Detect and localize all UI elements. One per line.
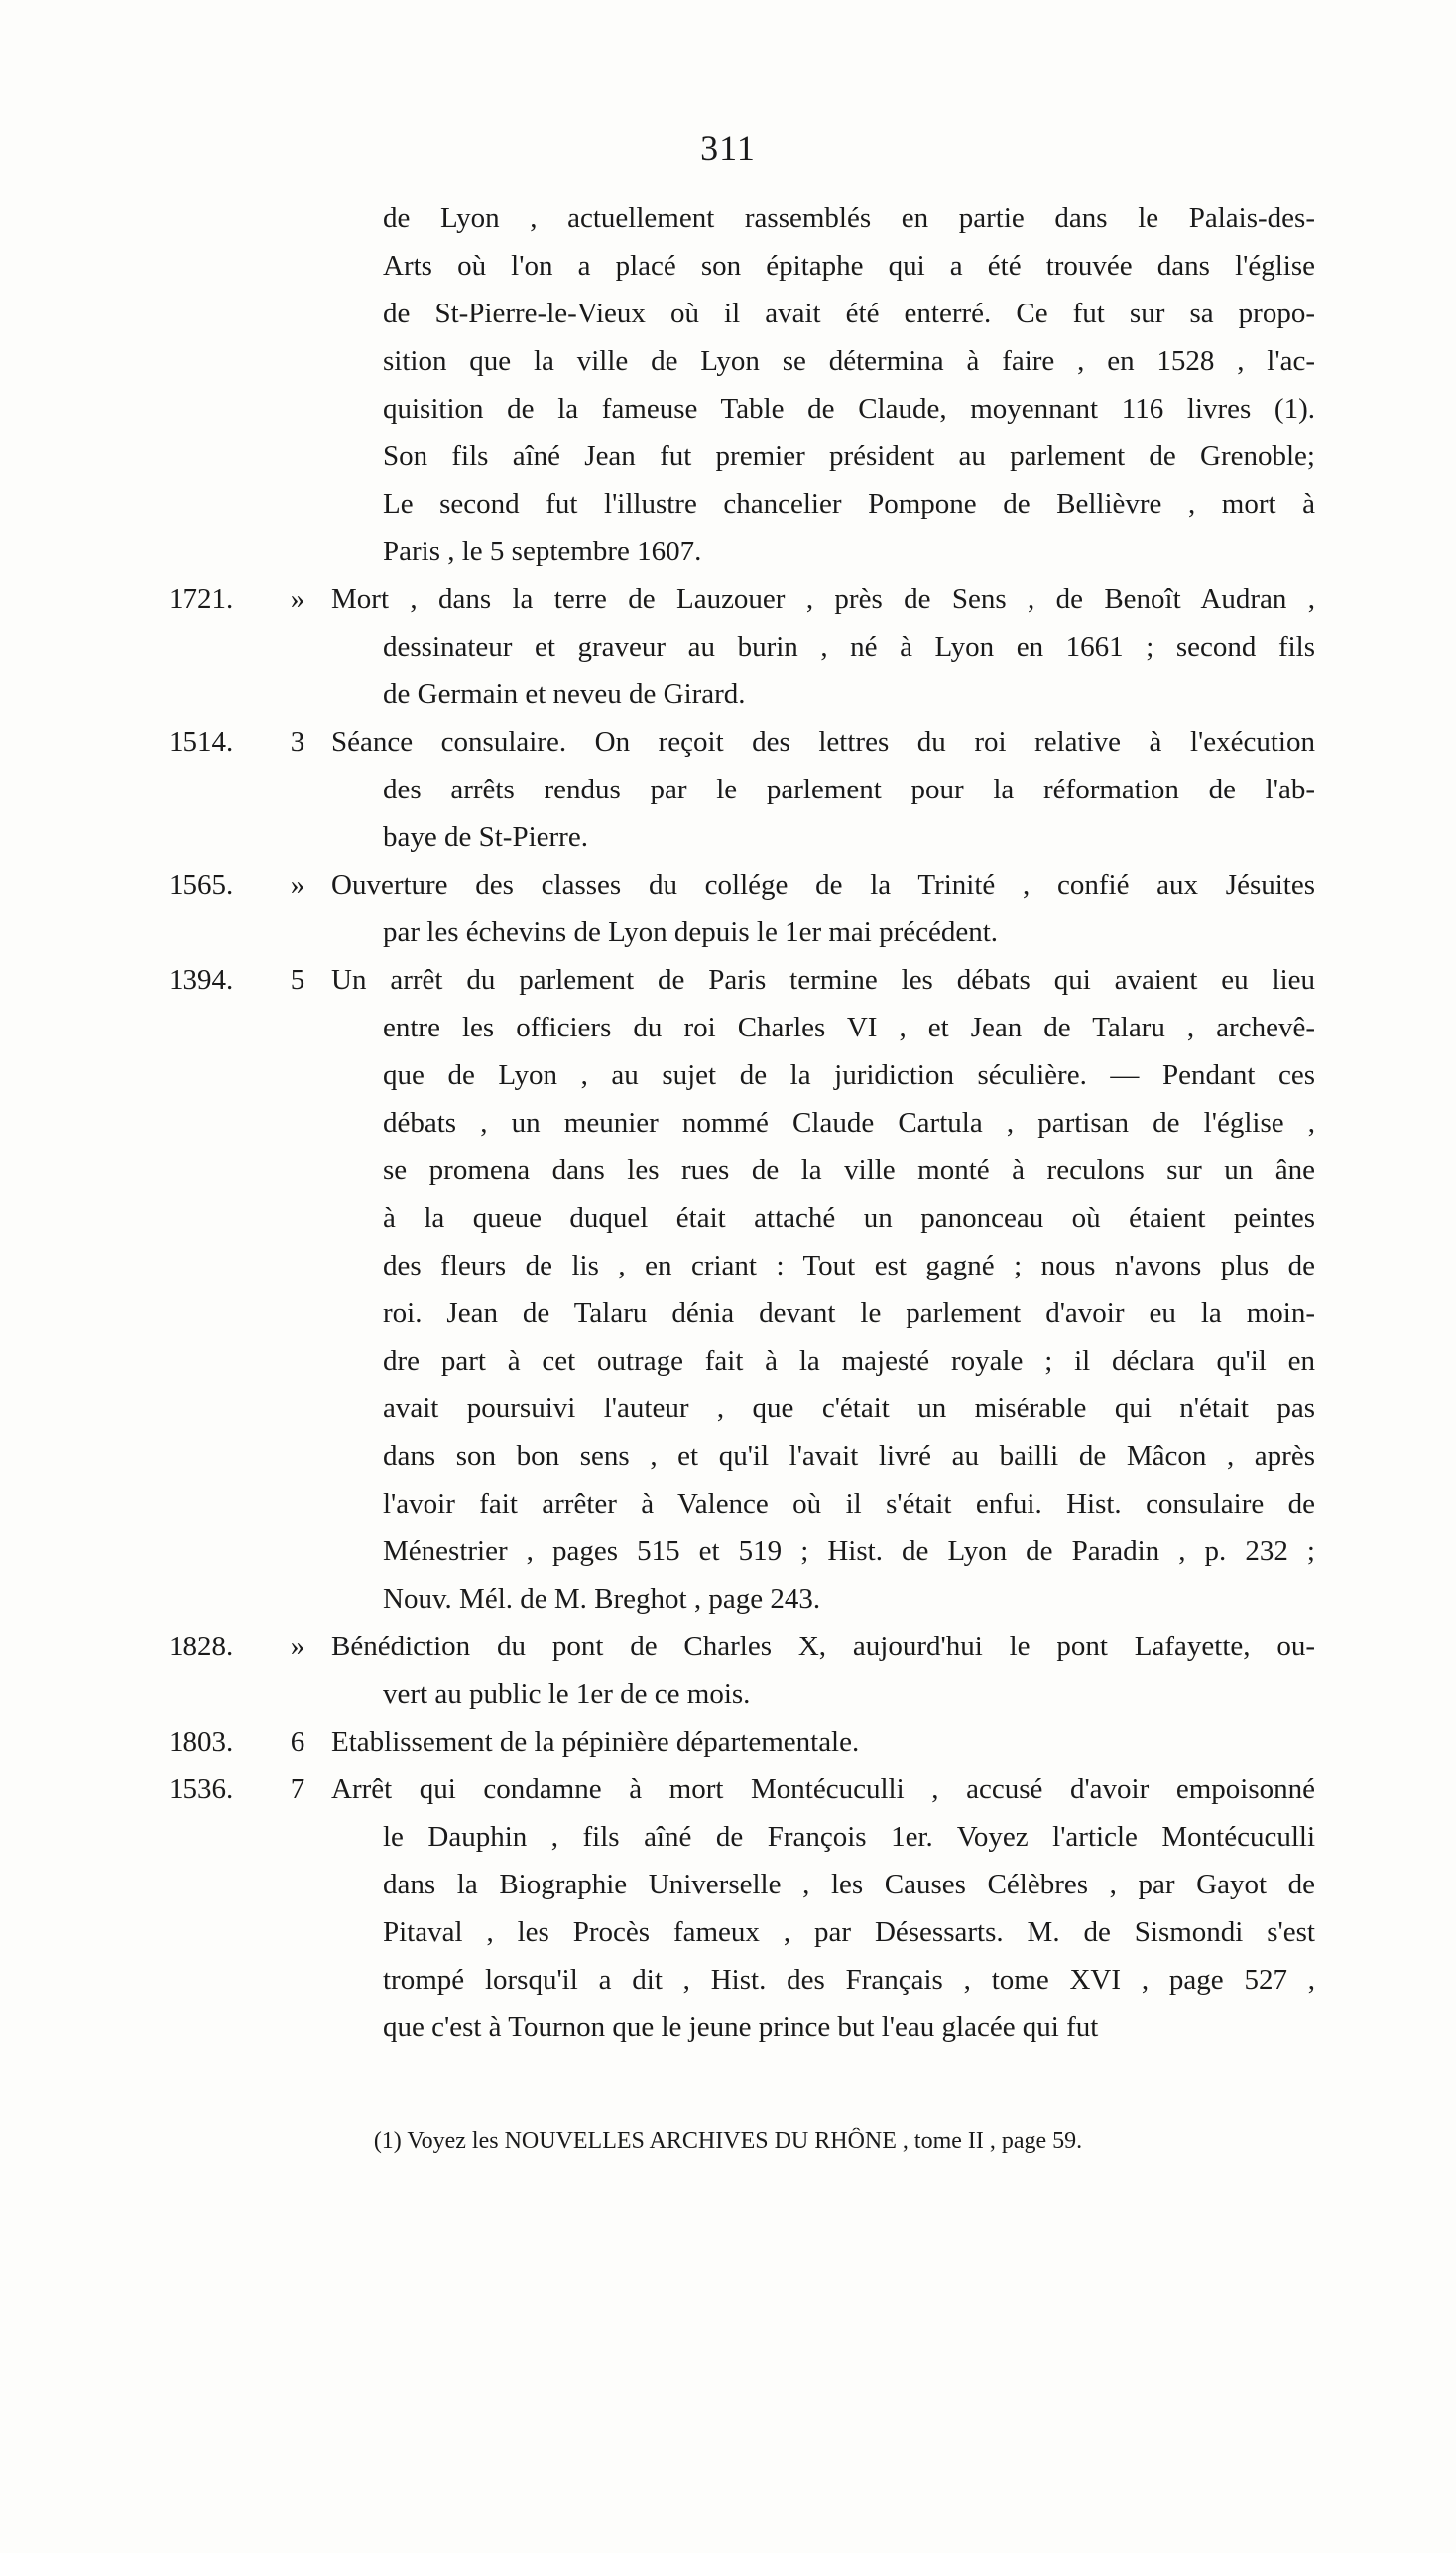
text-line <box>0 337 1456 385</box>
entry-text-line: débats , un meunier nommé Claude Cartula , partisan de l'église , <box>383 1107 1315 1139</box>
text-line <box>0 1385 1456 1432</box>
entry-text-line: dre part à cet outrage fait à la majesté royale ; il déclara qu'il en <box>383 1345 1315 1377</box>
entry-text-line: par les échevins de Lyon depuis le 1er mai précédent. <box>383 916 999 948</box>
entry-text-line: entre les officiers du roi Charles VI , et Jean de Talaru , archevê- <box>383 1012 1315 1043</box>
entry-text-line: Ménestrier , pages 515 et 519 ; Hist. de Lyon de Paradin , p. 232 ; <box>383 1535 1315 1567</box>
page-body <box>0 194 1456 2051</box>
intro-line: Son fils aîné Jean fut premier président au parlement de Grenoble; <box>383 440 1315 472</box>
entry-day: » <box>290 869 305 901</box>
text-line <box>0 1004 1456 1051</box>
text-line <box>0 1861 1456 1908</box>
intro-line: quisition de la fameuse Table de Claude, moyennant 116 livres (1). <box>383 393 1315 425</box>
entry-text-line: Pitaval , les Procès fameux , par Désessarts. M. de Sismondi s'est <box>383 1916 1315 1948</box>
footnote: (1) Voyez les NOUVELLES ARCHIVES DU RHÔNE , tome II , page 59. <box>373 2128 1083 2154</box>
entry-first-line <box>0 1718 1456 1765</box>
entry-text-line: se promena dans les rues de la ville monté à reculons sur un âne <box>383 1155 1315 1186</box>
entry-text-line: Bénédiction du pont de Charles X, aujourd'hui le pont Lafayette, ou- <box>331 1631 1315 1662</box>
text-line <box>0 432 1456 480</box>
text-line <box>0 1670 1456 1718</box>
text-line <box>0 1813 1456 1861</box>
entry-text-line: roi. Jean de Talaru dénia devant le parlement d'avoir eu la moin- <box>383 1297 1315 1329</box>
text-line <box>0 1527 1456 1575</box>
entry-day: 6 <box>290 1726 305 1758</box>
entry-day: 7 <box>290 1773 305 1805</box>
entry-text-line: que c'est à Tournon que le jeune prince but l'eau glacée qui fut <box>383 2011 1099 2043</box>
entry-first-line <box>0 1765 1456 1813</box>
entry-year: 1394. <box>169 964 234 996</box>
entry-text-line: trompé lorsqu'il a dit , Hist. des Français , tome XVI , page 527 , <box>383 1964 1315 1996</box>
page-number: 311 <box>700 128 756 168</box>
text-line <box>0 480 1456 528</box>
text-line <box>0 766 1456 813</box>
entry-year: 1803. <box>169 1726 234 1758</box>
text-line <box>0 1289 1456 1337</box>
text-line <box>0 385 1456 432</box>
entry-text-line: dessinateur et graveur au burin , né à Lyon en 1661 ; second fils <box>383 631 1315 663</box>
entry-text-line: vert au public le 1er de ce mois. <box>383 1678 751 1710</box>
text-line <box>0 1432 1456 1480</box>
entry-text-line: avait poursuivi l'auteur , que c'était un misérable qui n'était pas <box>383 1393 1315 1424</box>
intro-line: de Lyon , actuellement rassemblés en partie dans le Palais-des- <box>383 202 1315 234</box>
entry-year: 1828. <box>169 1631 234 1662</box>
intro-line: sition que la ville de Lyon se détermina à faire , en 1528 , l'ac- <box>383 345 1315 377</box>
entry-text-line: à la queue duquel était attaché un panonceau où étaient peintes <box>383 1202 1315 1234</box>
entry-text-line: des fleurs de lis , en criant : Tout est gagné ; nous n'avons plus de <box>383 1250 1315 1281</box>
entry-text-line: dans son bon sens , et qu'il l'avait livré au bailli de Mâcon , après <box>383 1440 1315 1472</box>
entry-day: 5 <box>290 964 305 996</box>
text-line <box>0 1956 1456 2004</box>
entry-text-line: baye de St-Pierre. <box>383 821 588 853</box>
entry-day: » <box>290 583 305 615</box>
entry-year: 1536. <box>169 1773 234 1805</box>
intro-line: de St-Pierre-le-Vieux où il avait été enterré. Ce fut sur sa propo- <box>383 298 1315 329</box>
entry-text-line: des arrêts rendus par le parlement pour la réformation de l'ab- <box>383 774 1315 805</box>
entry-text-line: Ouverture des classes du collége de la Trinité , confié aux Jésuites <box>331 869 1315 901</box>
text-line <box>0 623 1456 670</box>
entry-text-line: de Germain et neveu de Girard. <box>383 678 746 710</box>
text-line <box>0 670 1456 718</box>
entry-text-line: le Dauphin , fils aîné de François 1er. Voyez l'article Montécuculli <box>383 1821 1315 1853</box>
text-line <box>0 528 1456 575</box>
text-line <box>0 242 1456 290</box>
entry-year: 1721. <box>169 583 234 615</box>
entry-day: » <box>290 1631 305 1662</box>
entry-text-line: Mort , dans la terre de Lauzouer , près de Sens , de Benoît Audran , <box>331 583 1315 615</box>
text-line <box>0 1242 1456 1289</box>
entry-text-line: Séance consulaire. On reçoit des lettres du roi relative à l'exécution <box>331 726 1315 758</box>
entry-text-line: l'avoir fait arrêter à Valence où il s'était enfui. Hist. consulaire de <box>383 1488 1315 1520</box>
text-line <box>0 2004 1456 2051</box>
entry-text-line: Arrêt qui condamne à mort Montécuculli , accusé d'avoir empoisonné <box>331 1773 1315 1805</box>
entry-text-line: Etablissement de la pépinière départementale. <box>331 1726 860 1758</box>
text-line <box>0 909 1456 956</box>
text-line <box>0 1099 1456 1147</box>
intro-line: Arts où l'on a placé son épitaphe qui a été trouvée dans l'église <box>383 250 1315 282</box>
text-line <box>0 1908 1456 1956</box>
entry-text-line: que de Lyon , au sujet de la juridiction séculière. — Pendant ces <box>383 1059 1315 1091</box>
entry-day: 3 <box>290 726 305 758</box>
entry-year: 1565. <box>169 869 234 901</box>
text-line <box>0 1147 1456 1194</box>
entry-year: 1514. <box>169 726 234 758</box>
text-line <box>0 194 1456 242</box>
intro-line: Le second fut l'illustre chancelier Pompone de Bellièvre , mort à <box>383 488 1315 520</box>
entry-first-line <box>0 956 1456 1004</box>
entry-text-line: dans la Biographie Universelle , les Causes Célèbres , par Gayot de <box>383 1869 1315 1900</box>
entry-first-line <box>0 575 1456 623</box>
entry-text-line: Nouv. Mél. de M. Breghot , page 243. <box>383 1583 821 1615</box>
text-line <box>0 1194 1456 1242</box>
text-line <box>0 1480 1456 1527</box>
entry-first-line <box>0 1623 1456 1670</box>
text-line <box>0 1575 1456 1623</box>
text-line <box>0 813 1456 861</box>
text-line <box>0 1337 1456 1385</box>
text-line <box>0 1051 1456 1099</box>
entry-first-line <box>0 718 1456 766</box>
entry-first-line <box>0 861 1456 909</box>
entry-text-line: Un arrêt du parlement de Paris termine les débats qui avaient eu lieu <box>331 964 1315 996</box>
text-line <box>0 290 1456 337</box>
intro-line: Paris , le 5 septembre 1607. <box>383 536 702 567</box>
